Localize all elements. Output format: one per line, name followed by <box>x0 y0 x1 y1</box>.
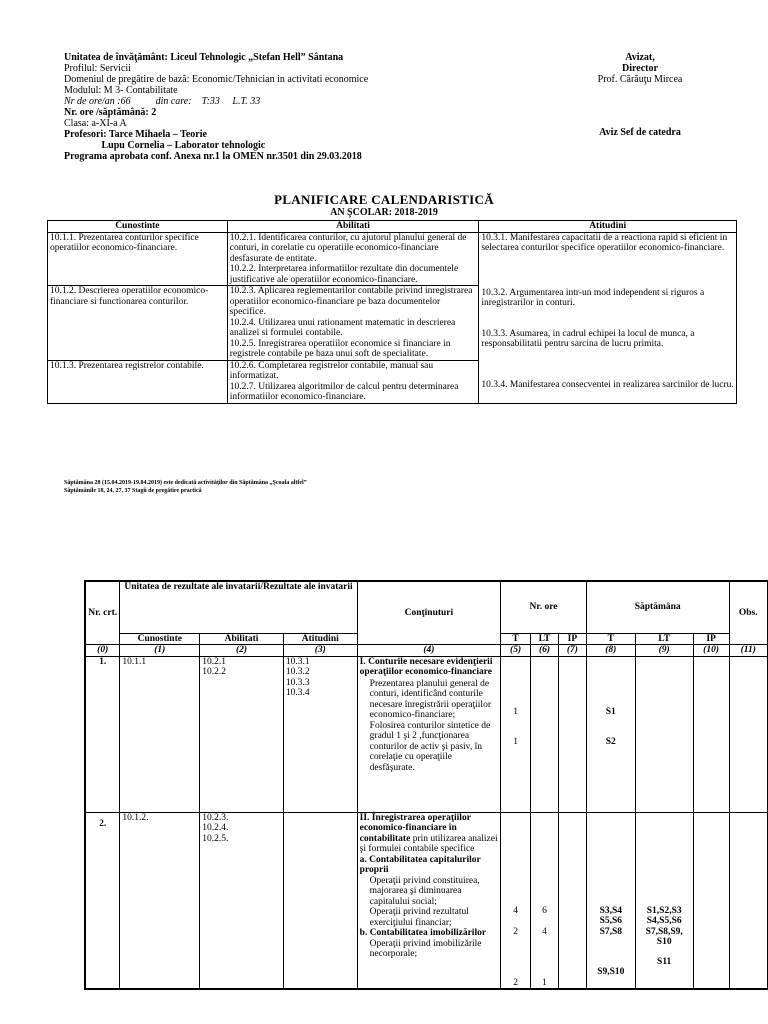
cunostinte-cell: 10.1.1 <box>120 656 200 812</box>
header-t: T <box>501 633 531 645</box>
director-label: Director <box>622 63 658 74</box>
abilitati-cell <box>227 286 479 361</box>
abilitate: 10.2.1 <box>202 656 226 667</box>
index-cell: (5) <box>501 645 531 657</box>
profile: Profilul: Servicii <box>64 63 131 74</box>
index-cell: (3) <box>283 645 357 657</box>
header-saptamana: Săptămâna <box>586 581 729 633</box>
header-abilitati: Abilitati <box>200 633 284 645</box>
header-cunostinte: Cunostinte <box>48 221 228 233</box>
header-atitudini: Atitudini <box>283 633 357 645</box>
hours-per-week: Nr. ore /săptămână: 2 <box>64 107 157 118</box>
header-nr-ore: Nr. ore <box>501 581 587 633</box>
week-value: S1,S2,S3 S4,S5,S6 <box>646 905 682 926</box>
week-lt <box>635 656 693 812</box>
row-number: 1. <box>85 656 120 812</box>
abilitate: 10.2.1. Identificarea conturilor, cu ajutorul planului general de conturi, in corelatie cu operatiile economico-financiare desfasurate de entitate. <box>229 232 467 264</box>
hours-value: 1 <box>513 706 518 717</box>
obs-cell <box>729 812 768 989</box>
school-unit: Unitatea de învăţământ: Liceul Tehnologic „Stefan Hell” Sântana <box>64 52 344 63</box>
index-cell: (2) <box>200 645 284 657</box>
hours-lt <box>531 656 559 812</box>
week-lt <box>635 812 693 989</box>
atitudine: 10.3.4. Manifestarea consecventei in realizarea sarcinilor de lucru. <box>481 379 734 390</box>
subchapter-b: b. Contabilitatea imobilizărilor <box>359 928 487 938</box>
abilitate: 10.2.4. <box>202 823 229 833</box>
atitudine: 10.3.3. Asumarea, in cadrul echipei la locul de munca, a responsabilitatii pentru sarcina de lucru primita. <box>481 328 695 349</box>
teacher-1: Profesori: Tarce Mihaela – Teorie <box>64 129 207 140</box>
hours-t <box>501 812 531 989</box>
hours-value: 1 <box>513 737 518 747</box>
abilitate: 10.2.6. Completarea registrelor contabile, manual sau informatizat. <box>229 360 434 381</box>
hours-value: 4 <box>513 905 518 916</box>
planning-table <box>84 580 768 990</box>
teacher-2: Lupu Cornelia – Laborator tehnologic <box>64 140 266 151</box>
header-obs: Obs. <box>729 581 768 645</box>
chapter-title: II. Înregistrarea operaţiilor economico-financiare în contabilitate <box>359 812 471 844</box>
abilitati-cell <box>200 812 284 989</box>
head-of-department-approval: Aviz Sef de catedra <box>599 127 681 138</box>
header-info <box>64 52 524 162</box>
index-cell: (8) <box>586 645 635 657</box>
content-item: Prezentarea planului general de conturi, identificând conturile necesare înregistrării operaţiilor economico-financiare; <box>369 678 491 720</box>
abilitate: 10.2.4. Utilizarea unui rationament matematic in descrierea analizei si formulei contabile. <box>229 317 456 338</box>
notes <box>64 479 307 495</box>
cunostinte-cell: 10.1.2. Descrierea operatiilor economico-financiare si functionarea conturilor. <box>48 286 228 361</box>
table-row <box>85 812 768 989</box>
row-number-value: 2. <box>99 818 107 829</box>
hours-lt <box>531 812 559 989</box>
index-cell: (7) <box>558 645 586 657</box>
hours-value: 4 <box>542 927 547 937</box>
hours-value: 6 <box>542 905 547 916</box>
atitudine: 10.3.4 <box>285 688 310 698</box>
abilitate: 10.2.7. Utilizarea algoritmilor de calcul pentru determinarea informatiilor economico-financiare. <box>229 381 459 402</box>
table-row <box>85 656 768 812</box>
approval-block <box>540 52 740 85</box>
avizat-label: Avizat, <box>625 52 655 63</box>
content-cell <box>357 656 500 812</box>
week-value: S9,S10 <box>597 967 625 977</box>
week-value: S11 <box>657 956 672 967</box>
atitudini-cell <box>479 232 737 403</box>
header-atitudini: Atitudini <box>479 221 737 233</box>
hours-value: 1 <box>542 977 547 988</box>
atitudine: 10.3.3 <box>285 677 310 688</box>
content-item: Operaţii privind rezultatul exerciţiului financiar; <box>369 907 469 928</box>
class: Clasa: a-XI-a A <box>64 118 127 129</box>
hours-per-year: Nr de ore/an :66 din care: T:33 L.T. 33 <box>64 96 261 107</box>
index-cell: (1) <box>120 645 200 657</box>
chapter-title-rest: prin utilizarea analizei şi formulei contabile specifice <box>359 833 498 854</box>
abilitate: 10.2.2 <box>202 667 226 677</box>
week-value: S1 <box>605 706 616 717</box>
hours-value: 2 <box>513 927 518 937</box>
module: Modulul: M 3- Contabilitate <box>64 85 178 96</box>
atitudine: 10.3.2. Argumentarea intr-un mod independent si riguros a inregistrarilor in conturi. <box>481 287 705 308</box>
index-cell: (10) <box>693 645 729 657</box>
hours-ip <box>558 656 586 812</box>
index-cell: (9) <box>635 645 693 657</box>
atitudini-cell <box>283 812 357 989</box>
note-practice: Săptămânile 18, 24, 27, 37 Stagii de pregătire practică <box>64 488 202 494</box>
index-cell: (11) <box>729 645 768 657</box>
index-cell: (0) <box>85 645 120 657</box>
week-t <box>586 656 635 812</box>
week-value: S3,S4 S5,S6 <box>599 905 623 926</box>
abilitate: 10.2.5. <box>202 833 229 844</box>
week-value: S7,S8 <box>599 926 623 937</box>
note-scoala-altfel: Săptămâna 28 (15.04.2019-19.04.2019) este dedicată activităţilor din Săptămâna „Şcoala altfel” <box>64 480 307 486</box>
director-name: Prof. Cărăuţu Mircea <box>597 74 683 85</box>
header-week-t: T <box>586 633 635 645</box>
atitudine: 10.3.2 <box>285 667 310 677</box>
abilitati-cell <box>227 360 479 403</box>
header-week-ip: IP <box>693 633 729 645</box>
atitudini-cell <box>283 656 357 812</box>
abilitate: 10.2.3. <box>202 812 229 823</box>
school-year: AN ŞCOLAR: 2018-2019 <box>330 207 438 218</box>
cunostinte-cell: 10.1.2. <box>120 812 200 989</box>
abilitate: 10.2.2. Interpretarea informatiilor rezultate din documentele justificative ale operatiilor economico-financiare. <box>229 264 459 285</box>
index-cell: (6) <box>531 645 559 657</box>
content-item: Folosirea conturilor sintetice de gradul 1 şi 2 ,funcţionarea conturilor de activ şi pasiv, în corelaţie cu operaţiile desfăşurate. <box>369 720 491 773</box>
header-lt: LT <box>531 633 559 645</box>
header-continuturi: Conţinuturi <box>357 581 500 645</box>
header-nr: Nr. crt. <box>85 581 120 645</box>
competencies-table <box>47 220 737 404</box>
content-item: Operaţii privind constituirea, majorarea şi diminuarea capitalului social; <box>369 875 480 907</box>
abilitati-cell <box>200 656 284 812</box>
page-title: PLANIFICARE CALENDARISTICĂ <box>274 192 494 207</box>
header-unitatea: Unitatea de rezultate ale invatarii/Rezultate ale invatarii <box>120 581 357 633</box>
index-cell: (4) <box>357 645 500 657</box>
week-value: S7,S8,S9, S10 <box>645 926 683 947</box>
cunostinte-cell: 10.1.3. Prezentarea registrelor contabile. <box>48 360 228 403</box>
domain: Domeniul de pregătire de bază: Economic/Tehnician in activitati economice <box>64 74 369 85</box>
header-ip: IP <box>558 633 586 645</box>
cunostinte-cell: 10.1.1. Prezentarea conturilor specifice operatiilor economico-financiare. <box>48 232 228 286</box>
obs-cell <box>729 656 768 812</box>
week-value: S2 <box>605 737 616 747</box>
program-approval: Programa aprobata conf. Anexa nr.1 la OMEN nr.3501 din 29.03.2018 <box>64 151 362 162</box>
week-t <box>586 812 635 989</box>
abilitate: 10.2.5. Inregistrarea operatiilor economice si financiare in registrele contabile pe baza unui soft de specialitate. <box>229 338 451 359</box>
week-ip <box>693 656 729 812</box>
header-cunostinte: Cunostinte <box>120 633 200 645</box>
content-cell <box>357 812 500 989</box>
chapter-title: I. Conturile necesare evidenţierii operaţiilor economico-financiare <box>359 656 493 677</box>
week-ip <box>693 812 729 989</box>
subchapter-a: a. Contabilitatea capitalurilor proprii <box>359 854 481 875</box>
content-item: Operaţii privind imobilizările necorporale; <box>369 938 482 959</box>
atitudine: 10.3.1 <box>285 656 310 667</box>
header-abilitati: Abilitati <box>227 221 479 233</box>
row-number <box>85 812 120 989</box>
hours-t <box>501 656 531 812</box>
hours-value: 2 <box>513 977 518 988</box>
atitudine: 10.3.1. Manifestarea capacitatii de a reactiona rapid si eficient in selectarea conturilor specifice operatiilor economico-financiare. <box>481 232 728 253</box>
abilitati-cell <box>227 232 479 286</box>
abilitate: 10.2.3. Aplicarea reglementarilor contabile privind inregistrarea operatiilor economico-financiare pe baza documentelor specifice. <box>229 286 473 317</box>
header-week-lt: LT <box>635 633 693 645</box>
hours-ip <box>558 812 586 989</box>
chapter-title-block <box>360 813 498 855</box>
